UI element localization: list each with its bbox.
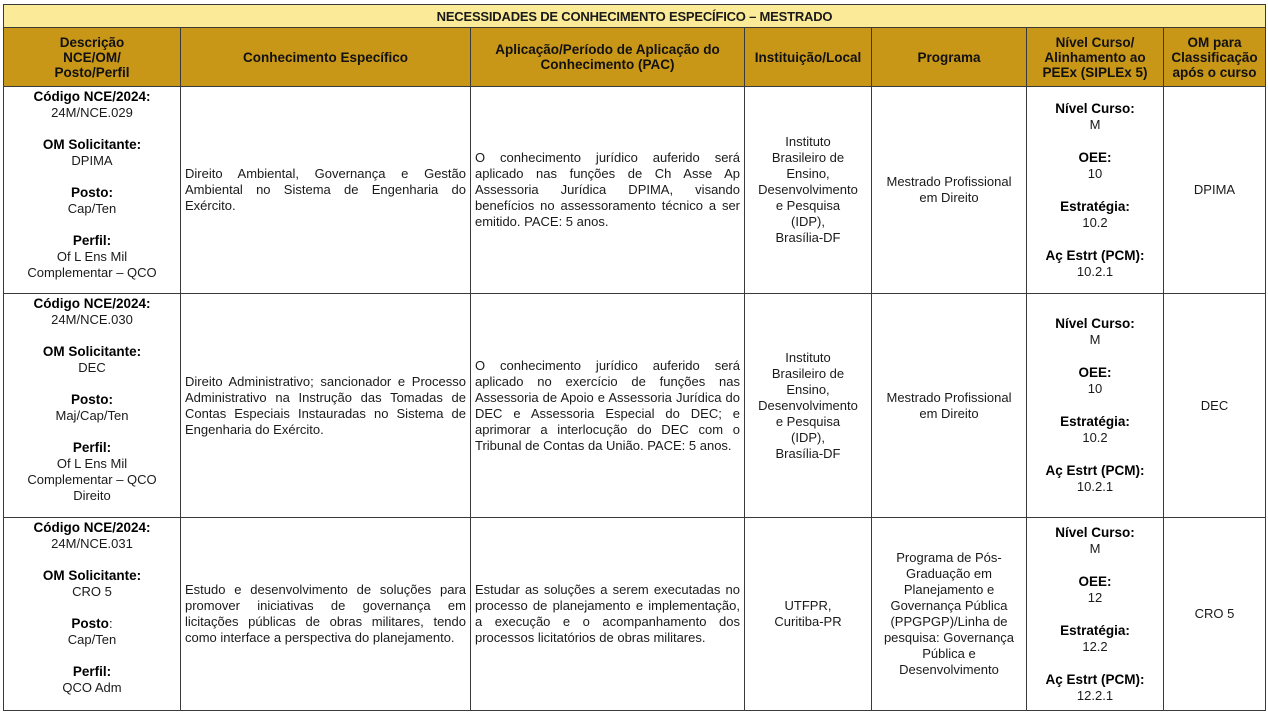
- header-text: OM para: [1187, 34, 1242, 50]
- codigo-label: Código NCE/2024:: [33, 520, 151, 535]
- perfil-label: Perfil:: [72, 664, 112, 679]
- header-text: Posto/Perfil: [54, 64, 130, 80]
- posto-label-wrap: [7, 616, 177, 632]
- programa-text: pesquisa: Governança: [883, 630, 1015, 645]
- posto-label: Posto:: [71, 185, 113, 200]
- nivel-curso-label: Nível Curso:: [1055, 316, 1135, 331]
- om-solicitante-label: OM Solicitante:: [42, 137, 142, 152]
- aplicacao-cell: O conhecimento jurídico auferido será aplicado no exercício de funções nas Assessoria de Apoio e Assessoria Jurídica do DEC e Assessoria Especial do DEC; e aprimorar a interlocução do DEC com o Tribunal de Contas da União. PACE: 5 anos.: [471, 294, 745, 518]
- instituicao-text: Instituto: [785, 134, 831, 149]
- posto-value: Cap/Ten: [67, 632, 117, 647]
- instituicao-text: Desenvolvimento: [758, 182, 858, 197]
- perfil-label: Perfil:: [72, 440, 112, 455]
- programa-text: Pública e: [922, 646, 976, 661]
- conhecimento-cell: Direito Ambiental, Governança e Gestão Ambiental no Sistema de Engenharia do Exército.: [181, 87, 471, 294]
- perfil-value: Of L Ens Mil: [56, 456, 128, 471]
- nivel-curso-cell: [1027, 87, 1164, 294]
- acao-estrategica-value: 12.2.1: [1076, 687, 1114, 703]
- posto-colon: :: [108, 616, 113, 631]
- table-title-row: [4, 5, 1266, 28]
- header-text: Alinhamento ao: [1044, 49, 1146, 65]
- programa-cell: [872, 518, 1027, 711]
- estrategia-value: 12.2: [1082, 638, 1108, 654]
- nivel-curso-cell: [1027, 294, 1164, 518]
- instituicao-text: Desenvolvimento: [758, 397, 858, 413]
- header-text: após o curso: [1172, 64, 1257, 80]
- om-solicitante-label: OM Solicitante:: [42, 344, 142, 359]
- instituicao-text: (IDP),: [791, 214, 825, 229]
- estrategia-value: 10.2: [1082, 214, 1108, 230]
- nivel-curso-cell: [1027, 518, 1164, 711]
- oee-label: OEE:: [1078, 149, 1112, 165]
- perfil-value: Direito: [73, 488, 111, 503]
- posto-value: Cap/Ten: [67, 201, 117, 216]
- table-row: [4, 294, 1266, 518]
- programa-text: Programa de Pós-: [896, 550, 1002, 565]
- nivel-curso-value: M: [1089, 332, 1101, 347]
- instituicao-text: Brasileiro de: [771, 150, 845, 165]
- nivel-curso-label: Nível Curso:: [1055, 524, 1135, 540]
- table-row: [4, 518, 1266, 711]
- programa-cell: [872, 87, 1027, 294]
- instituicao-text: e Pesquisa: [775, 413, 841, 429]
- acao-estrategica-label: Aç Estrt (PCM):: [1045, 671, 1145, 687]
- header-text: Descrição: [59, 34, 125, 50]
- programa-text: (PPGPGP)/Linha de: [890, 614, 1008, 629]
- posto-label: Posto:: [71, 392, 113, 407]
- nivel-curso-label: Nível Curso:: [1055, 100, 1135, 116]
- programa-text: Mestrado Profissional: [886, 389, 1012, 405]
- header-text: Classificação: [1171, 49, 1258, 65]
- instituicao-text: Curitiba-PR: [774, 614, 842, 629]
- om-solicitante-value: CRO 5: [72, 584, 112, 599]
- posto-value: Maj/Cap/Ten: [55, 408, 129, 423]
- codigo-label: Código NCE/2024:: [33, 296, 151, 311]
- posto-label: Posto: [71, 616, 109, 631]
- om-solicitante-label: OM Solicitante:: [42, 568, 142, 583]
- codigo-value: 24M/NCE.029: [51, 105, 133, 120]
- om-classificacao-cell: CRO 5: [1164, 518, 1266, 711]
- perfil-label: Perfil:: [72, 233, 112, 248]
- om-classificacao-cell: DEC: [1164, 294, 1266, 518]
- aplicacao-cell: O conhecimento jurídico auferido será aplicado nas funções de Ch Asse Ap Assessoria Jurídica DPIMA, visando benefícios no assessoramento técnico a ser emitido. PACE: 5 anos.: [471, 87, 745, 294]
- header-row: [4, 28, 1266, 87]
- programa-cell: [872, 294, 1027, 518]
- acao-estrategica-value: 10.2.1: [1076, 263, 1114, 279]
- instituicao-text: Ensino,: [786, 166, 830, 181]
- codigo-value: 24M/NCE.031: [51, 536, 133, 551]
- nce-table: [3, 4, 1266, 711]
- om-solicitante-value: DPIMA: [71, 153, 113, 168]
- programa-text: Planejamento e: [903, 582, 995, 597]
- instituicao-text: Instituto: [785, 349, 831, 365]
- programa-text: em Direito: [919, 405, 979, 421]
- document-page: [3, 4, 1266, 711]
- om-solicitante-value: DEC: [78, 360, 106, 375]
- perfil-value: Complementar – QCO: [27, 265, 157, 280]
- descricao-cell: [4, 87, 181, 294]
- conhecimento-cell: Estudo e desenvolvimento de soluções para promover iniciativas de governança em licitações públicas de obras militares, tendo como interface a perspectiva do planejamento.: [181, 518, 471, 711]
- header-text: Aplicação/Período de Aplicação do: [495, 42, 720, 57]
- estrategia-label: Estratégia:: [1060, 198, 1130, 214]
- table-row: [4, 87, 1266, 294]
- conhecimento-cell: Direito Administrativo; sancionador e Processo Administrativo na Instrução das Tomadas de Contas Especiais Instauradas no Sistema de Engenharia do Exército.: [181, 294, 471, 518]
- descricao-cell: [4, 294, 181, 518]
- acao-estrategica-value: 10.2.1: [1076, 479, 1114, 494]
- instituicao-text: e Pesquisa: [775, 198, 841, 213]
- aplicacao-cell: Estudar as soluções a serem executadas no processo de planejamento e implementação, a execução e o acompanhamento dos processos licitatórios de obras militares.: [471, 518, 745, 711]
- programa-text: Governança Pública: [890, 598, 1008, 613]
- instituicao-cell: [745, 87, 872, 294]
- header-text: NCE/OM/: [63, 49, 121, 65]
- header-aplicacao: [471, 28, 745, 87]
- perfil-value: QCO Adm: [62, 680, 122, 695]
- estrategia-label: Estratégia:: [1060, 622, 1130, 638]
- instituicao-text: (IDP),: [791, 429, 825, 445]
- codigo-value: 24M/NCE.030: [51, 312, 133, 327]
- programa-text: Desenvolvimento: [899, 662, 999, 677]
- programa-text: Graduação em: [906, 566, 992, 581]
- nivel-curso-value: M: [1089, 116, 1101, 132]
- estrategia-value: 10.2: [1082, 430, 1108, 445]
- nivel-curso-value: M: [1089, 540, 1101, 556]
- header-text: Conhecimento (PAC): [540, 57, 675, 72]
- descricao-cell: [4, 518, 181, 711]
- perfil-value: Of L Ens Mil: [56, 249, 128, 264]
- estrategia-label: Estratégia:: [1060, 414, 1130, 429]
- programa-text: em Direito: [919, 190, 979, 205]
- header-text: Nível Curso/: [1055, 34, 1135, 50]
- instituicao-cell: [745, 294, 872, 518]
- instituicao-text: Brasileiro de: [771, 365, 845, 381]
- header-text: PEEx (SIPLEx 5): [1042, 64, 1148, 80]
- instituicao-cell: [745, 518, 872, 711]
- header-instituicao: Instituição/Local: [745, 28, 872, 87]
- header-nivel-curso: [1027, 28, 1164, 87]
- table-title: NECESSIDADES DE CONHECIMENTO ESPECÍFICO – MESTRADO: [4, 5, 1266, 28]
- acao-estrategica-label: Aç Estrt (PCM):: [1045, 463, 1145, 478]
- oee-label: OEE:: [1078, 573, 1112, 589]
- instituicao-text: Brasília-DF: [775, 445, 841, 461]
- oee-value: 10: [1087, 381, 1103, 396]
- instituicao-text: Brasília-DF: [775, 230, 841, 245]
- acao-estrategica-label: Aç Estrt (PCM):: [1045, 247, 1145, 263]
- instituicao-text: Ensino,: [786, 381, 830, 397]
- header-om-classificacao: [1164, 28, 1266, 87]
- header-conhecimento: Conhecimento Específico: [181, 28, 471, 87]
- programa-text: Mestrado Profissional: [886, 174, 1012, 189]
- oee-value: 12: [1087, 589, 1103, 605]
- oee-value: 10: [1087, 165, 1103, 181]
- perfil-value: Complementar – QCO: [27, 472, 157, 487]
- header-programa: Programa: [872, 28, 1027, 87]
- oee-label: OEE:: [1078, 365, 1112, 380]
- om-classificacao-cell: DPIMA: [1164, 87, 1266, 294]
- header-descricao: [4, 28, 181, 87]
- codigo-label: Código NCE/2024:: [33, 89, 151, 104]
- instituicao-text: UTFPR,: [784, 598, 832, 613]
